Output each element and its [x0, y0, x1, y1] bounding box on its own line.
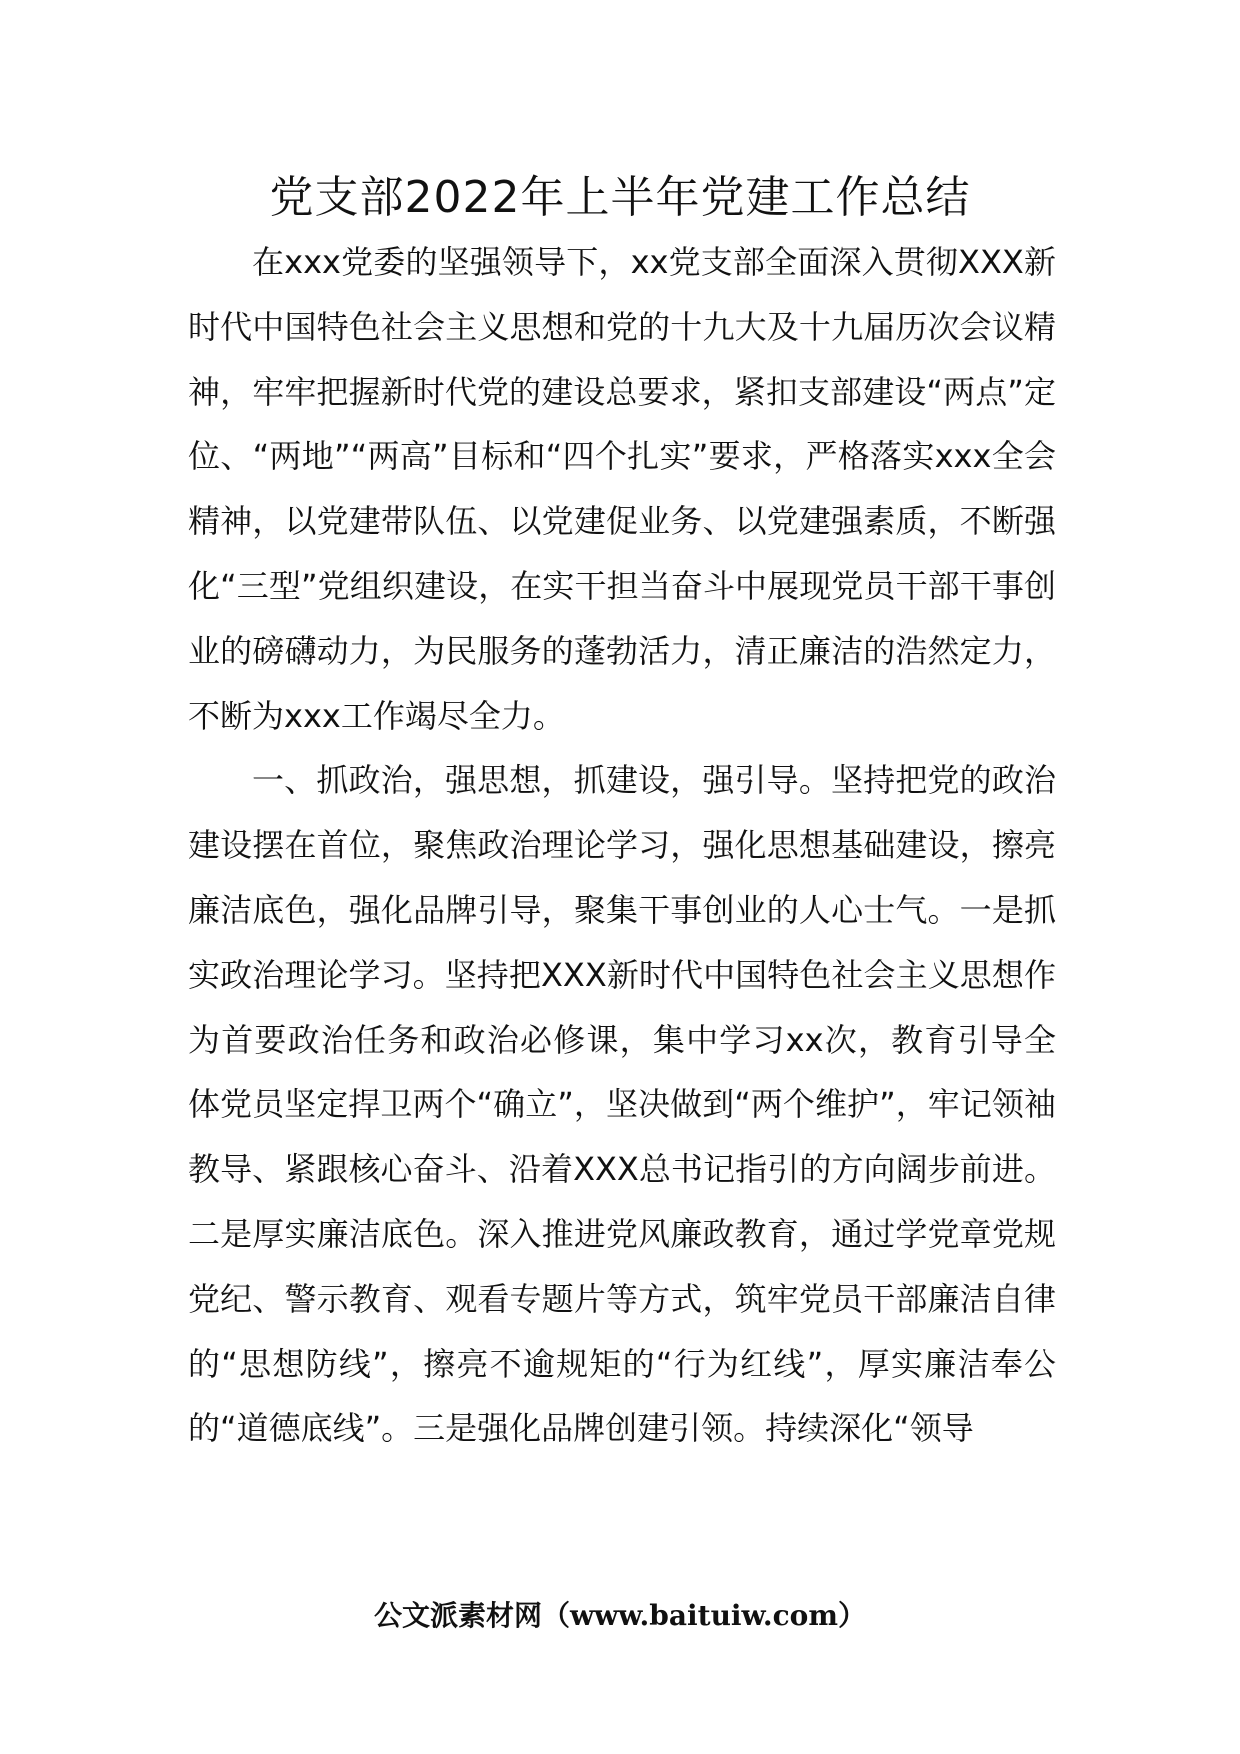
document-body — [188, 230, 1056, 1461]
paragraph-intro: 在xxx党委的坚强领导下，xx党支部全面深入贯彻XXX新时代中国特色社会主义思想和党的十九大及十九届历次会议精神，牢牢把握新时代党的建设总要求，紧扣支部建设“两点”定位、“两地”“两高”目标和“四个扎实”要求，严格落实xxx全会精神，以党建带队伍、以党建促业务、以党建强素质，不断强化“三型”党组织建设，在实干担当奋斗中展现党员干部干事创业的磅礴动力，为民服务的蓬勃活力，清正廉洁的浩然定力，不断为xxx工作竭尽全力。 — [188, 243, 1056, 735]
document-title: 党支部2022年上半年党建工作总结 — [269, 172, 971, 223]
watermark-footer: 公文派素材网（www.baituiw.com） — [374, 1599, 866, 1632]
paragraph-section-one: 一、抓政治，强思想，抓建设，强引导。坚持把党的政治建设摆在首位，聚焦政治理论学习，强化思想基础建设，擦亮廉洁底色，强化品牌引导，聚集干事创业的人心士气。一是抓实政治理论学习。坚持把XXX新时代中国特色社会主义思想作为首要政治任务和政治必修课，集中学习xx次，教育引导全体党员坚定捍卫两个“确立”，坚决做到“两个维护”，牢记领袖教导、紧跟核心奋斗、沿着XXX总书记指引的方向阔步前进。二是厚实廉洁底色。深入推进党风廉政教育，通过学党章党规党纪、警示教育、观看专题片等方式，筑牢党员干部廉洁自律的“思想防线”，擦亮不逾规矩的“行为红线”，厚实廉洁奉公的“道德底线”。三是强化品牌创建引领。持续深化“领导 — [188, 761, 1056, 1448]
